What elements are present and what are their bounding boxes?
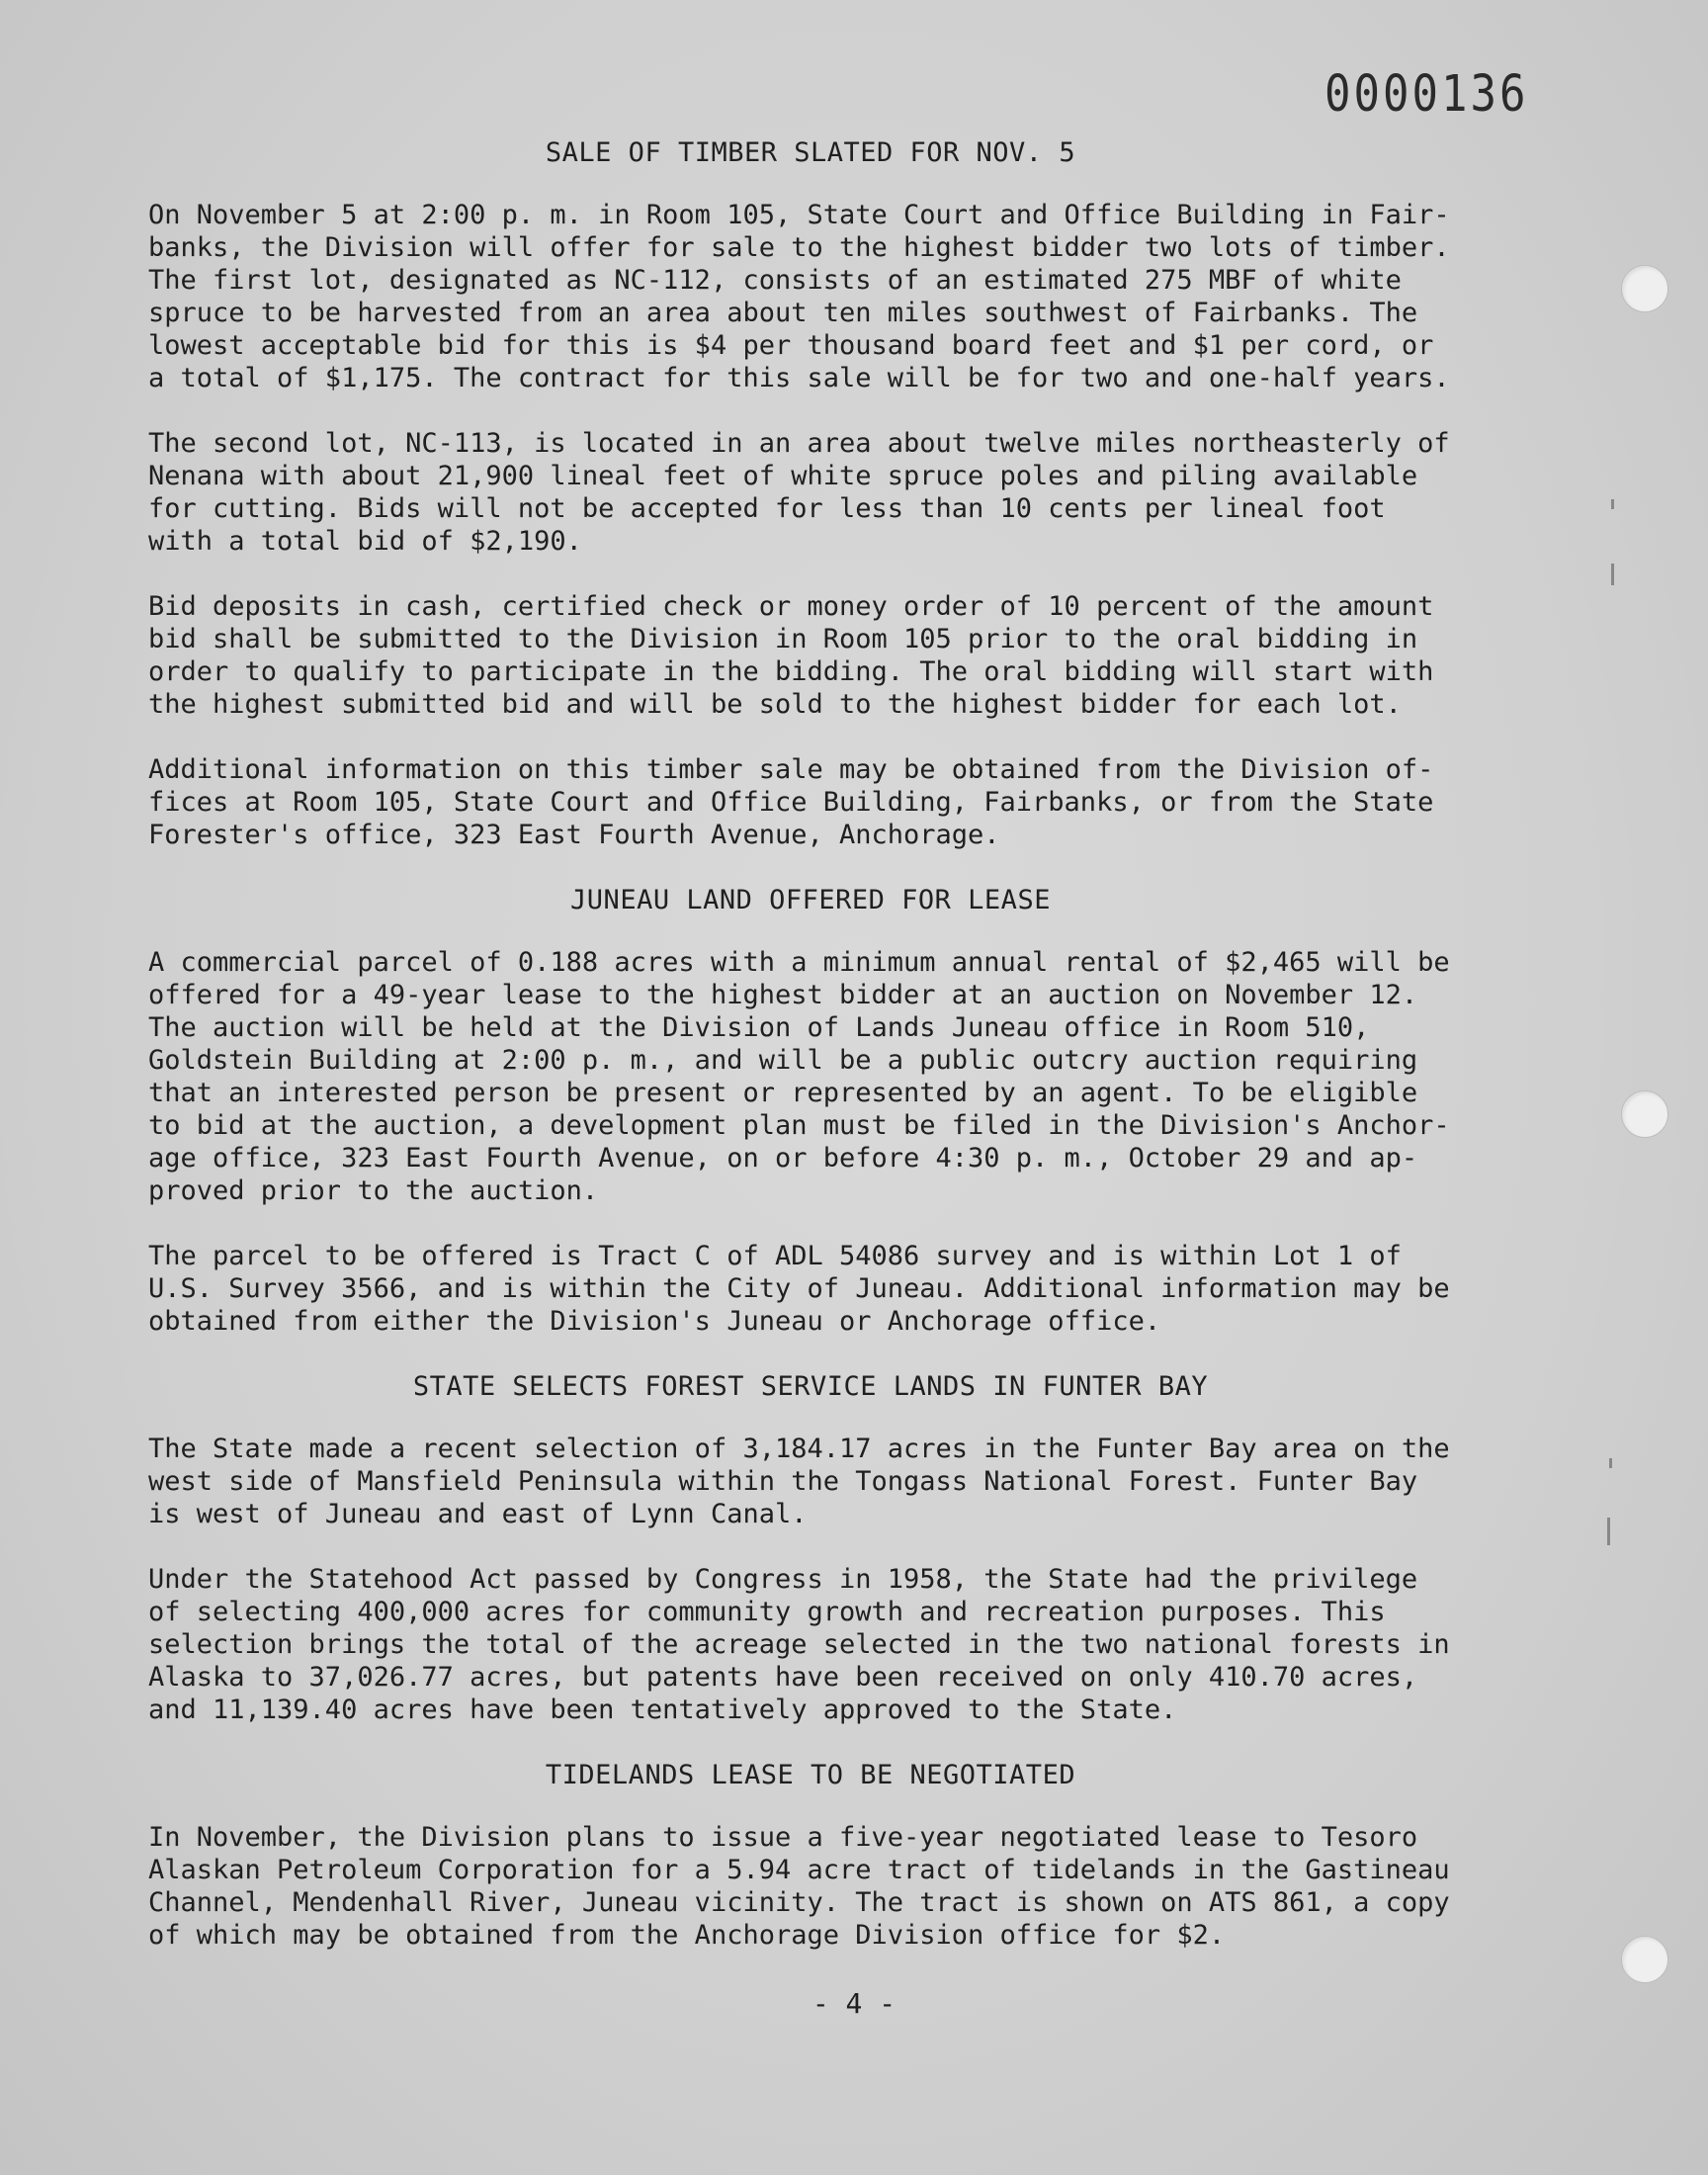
paragraph: Bid deposits in cash, certified check or money order of 10 percent of the amount bid shall be submitted to the Division in Room 105 prior to the oral bidding in order to qualify to participate in the bidding. The oral bidding will start with the highest submitted bid and will be sold to the highest bidder for each lot.	[148, 591, 1434, 720]
section-tidelands-lease	[148, 1759, 1473, 1952]
binder-hole-bottom	[1621, 1936, 1668, 1983]
section-timber-sale	[148, 136, 1473, 851]
binder-hole-middle	[1621, 1090, 1668, 1138]
section-heading: SALE OF TIMBER SLATED FOR NOV. 5	[545, 137, 1076, 168]
paragraph: The parcel to be offered is Tract C of ADL 54086 survey and is within Lot 1 of U.S. Survey 3566, and is within the City of Juneau. Additional information may be obtained from either the Division's Juneau or Anchorage office.	[148, 1241, 1450, 1337]
page-number: - 4 -	[811, 1987, 897, 2020]
paragraph: Additional information on this timber sale may be obtained from the Division of- fices at Room 105, State Court and Office Building, Fairbanks, or from the State Forester's office, 323 East Fourth Avenue, Anchorage.	[148, 754, 1434, 850]
scan-mark	[1607, 1518, 1610, 1545]
scan-mark	[1609, 1458, 1612, 1468]
section-heading: STATE SELECTS FOREST SERVICE LANDS IN FUNTER BAY	[412, 1371, 1209, 1402]
section-funter-bay-selection	[148, 1370, 1473, 1726]
document-body	[148, 136, 1473, 1984]
scan-mark	[1611, 564, 1614, 585]
section-heading: JUNEAU LAND OFFERED FOR LEASE	[570, 885, 1051, 915]
paragraph: The State made a recent selection of 3,184.17 acres in the Funter Bay area on the west side of Mansfield Peninsula within the Tongass National Forest. Funter Bay is west of Juneau and east of Lynn Canal.	[148, 1434, 1450, 1529]
paragraph: The second lot, NC-113, is located in an area about twelve miles northeasterly of Nenana with about 21,900 lineal feet of white spruce poles and piling available for cutting. Bids will not be accepted for less than 10 cents per lineal foot with a total bid of $2,190.	[148, 428, 1450, 557]
section-juneau-land-lease	[148, 884, 1473, 1338]
paragraph: Under the Statehood Act passed by Congress in 1958, the State had the privilege of selecting 400,000 acres for community growth and recreation purposes. This selection brings the total of the acreage selected in the two national forests in Alaska to 37,026.77 acres, but patents have been received on only 410.70 acres, and 11,139.40 acres have been tentatively approved to the State.	[148, 1564, 1450, 1725]
binder-hole-top	[1621, 265, 1668, 312]
document-number-stamp: 0000136	[1324, 65, 1529, 124]
scan-mark	[1611, 499, 1614, 509]
section-heading: TIDELANDS LEASE TO BE NEGOTIATED	[545, 1760, 1076, 1790]
paragraph: In November, the Division plans to issue a five-year negotiated lease to Tesoro Alaskan Petroleum Corporation for a 5.94 acre tract of tidelands in the Gastineau Channel, Mendenhall River, Juneau vicinity. The tract is shown on ATS 861, a copy of which may be obtained from the Anchorage Division office for $2.	[148, 1822, 1450, 1951]
paragraph: On November 5 at 2:00 p. m. in Room 105, State Court and Office Building in Fair- banks, the Division will offer for sale to the highest bidder two lots of timber. The first lot, designated as NC-112, consists of an estimated 275 MBF of white spruce to be harvested from an area about ten miles southwest of Fairbanks. The lowest acceptable bid for this is $4 per thousand board feet and $1 per cord, or a total of $1,175. The contract for this sale will be for two and one-half years.	[148, 200, 1450, 393]
paragraph: A commercial parcel of 0.188 acres with a minimum annual rental of $2,465 will be offered for a 49-year lease to the highest bidder at an auction on November 12. The auction will be held at the Division of Lands Juneau office in Room 510, Goldstein Building at 2:00 p. m., and will be a public outcry auction requiring that an interested person be present or represented by an agent. To be eligible to bid at the auction, a development plan must be filed in the Division's Anchor- age office, 323 East Fourth Avenue, on or before 4:30 p. m., October 29 and ap- proved prior to the auction.	[148, 947, 1450, 1206]
